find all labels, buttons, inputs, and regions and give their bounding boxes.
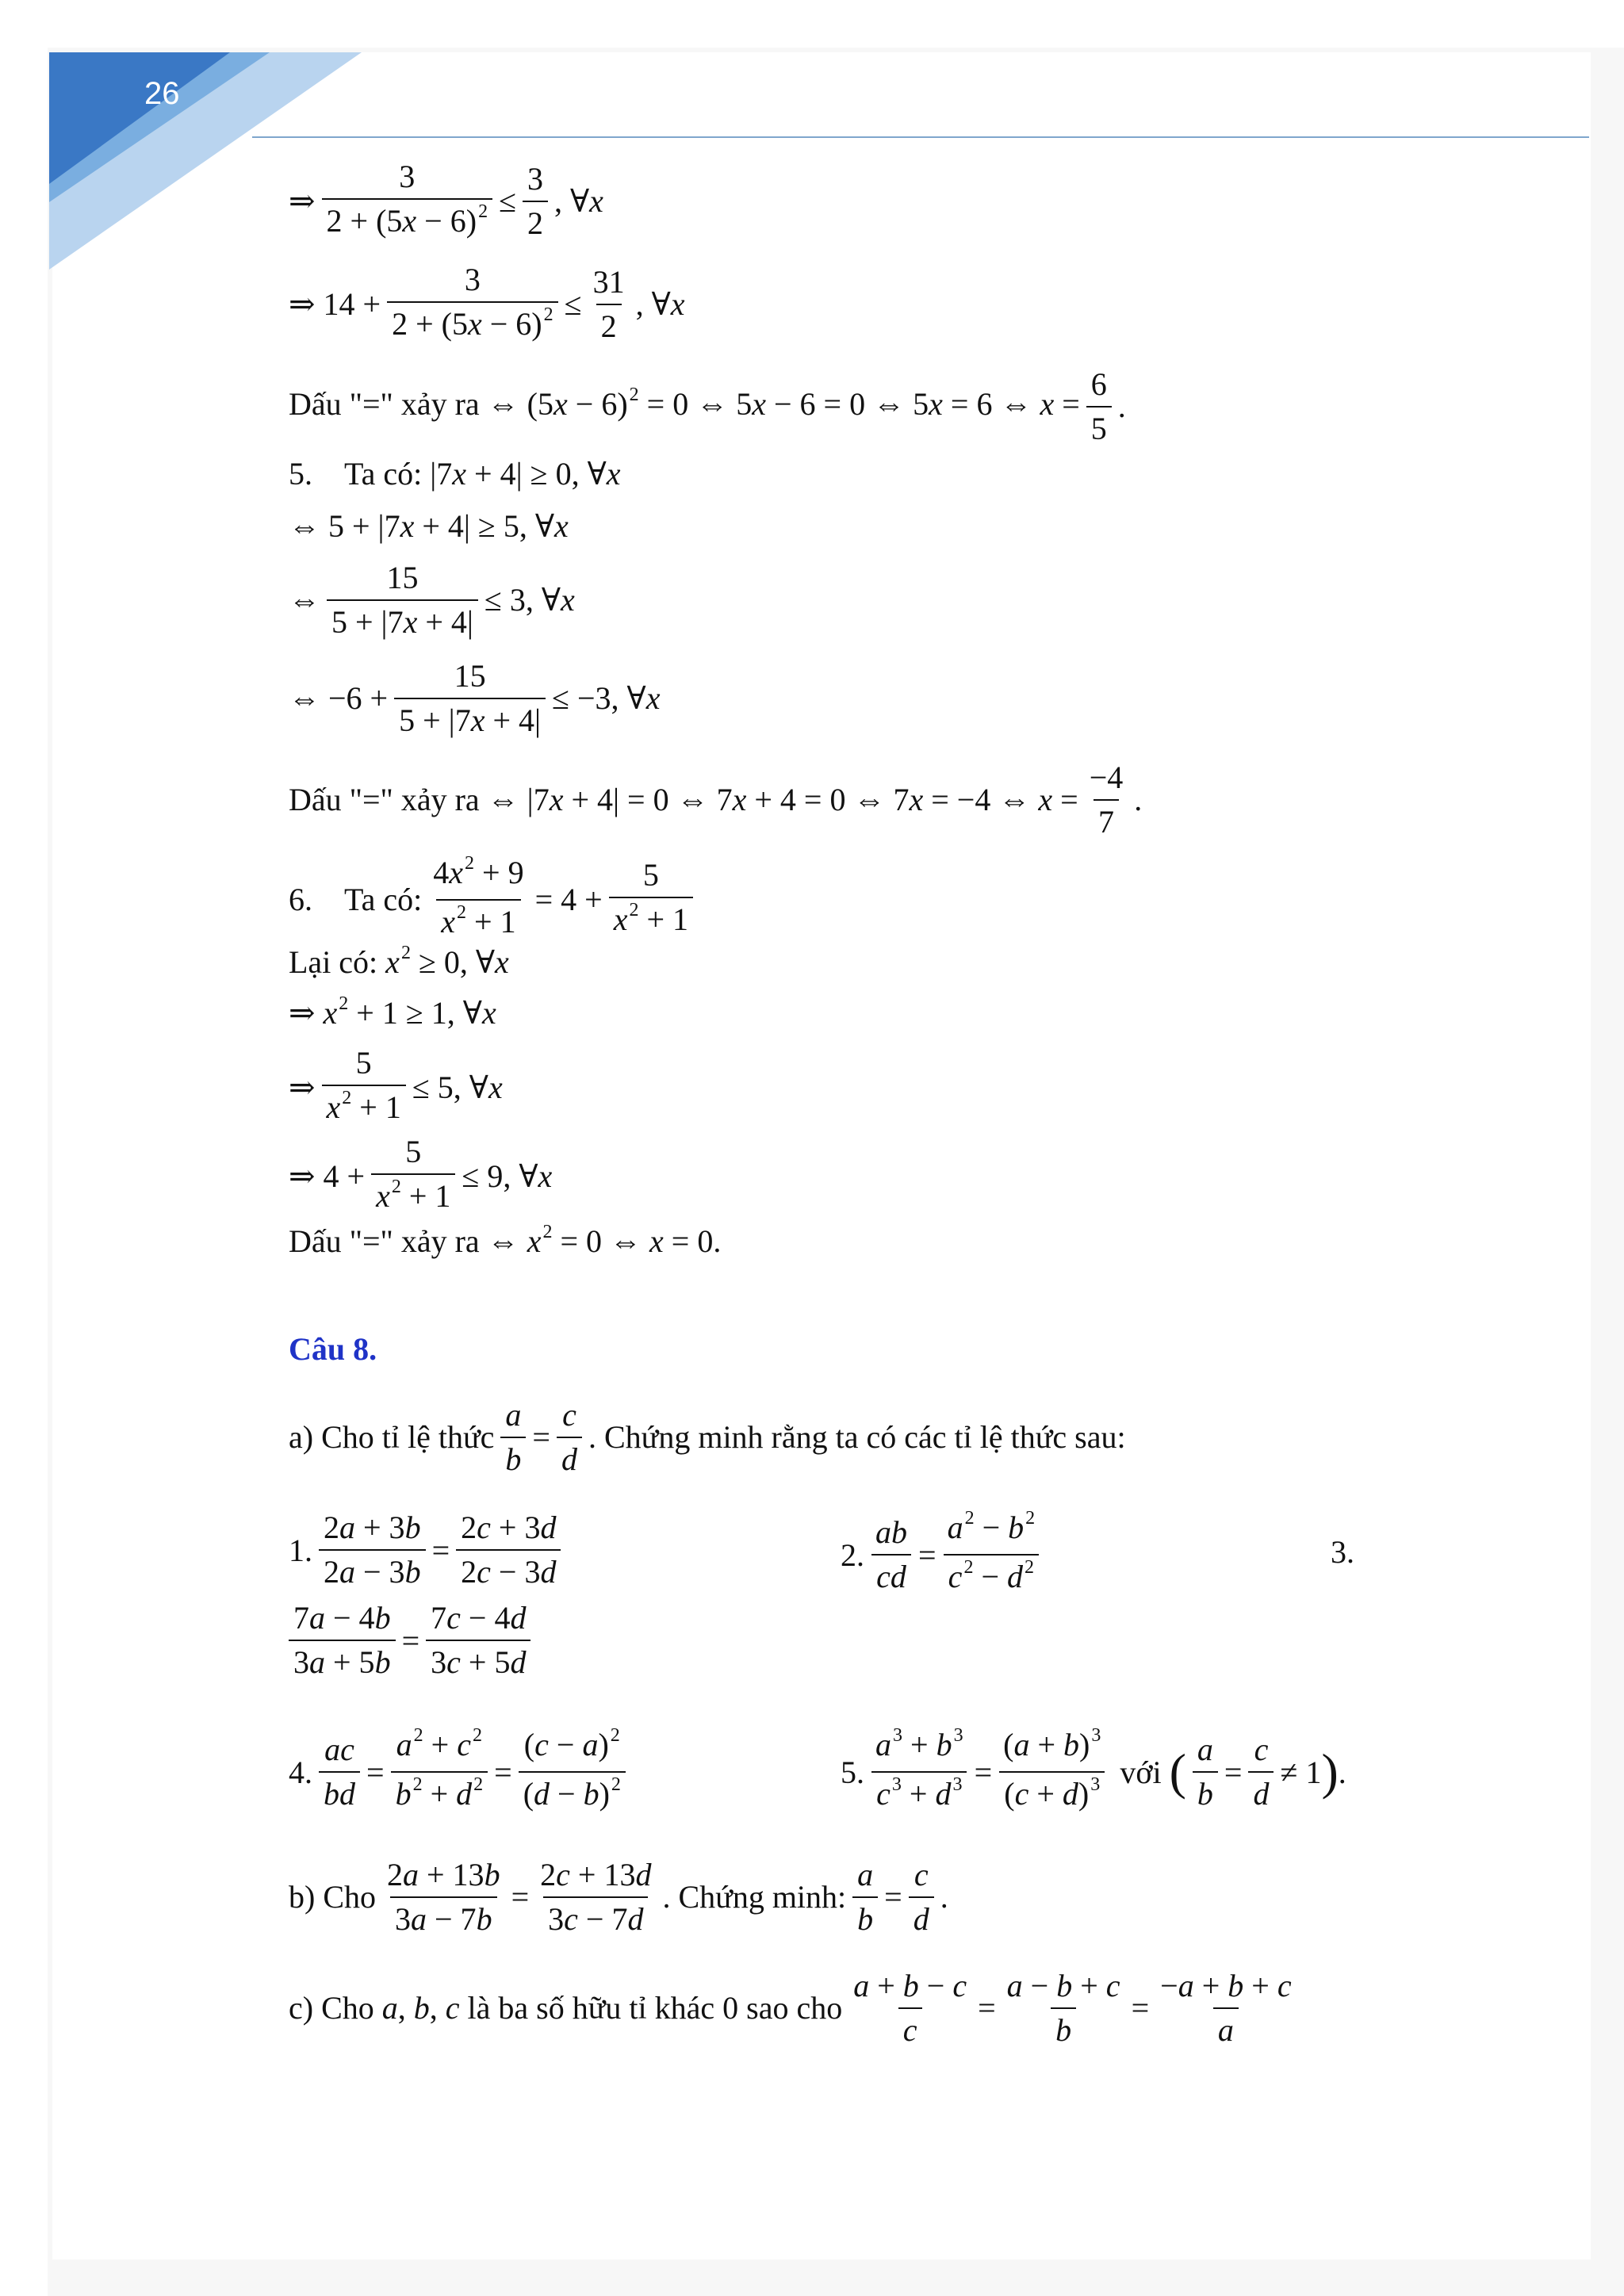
proportion-item-5: 5. $\frac{a^3 + b^3}{c^3 + d^3}$ = $\frac{(a + b)^3}{(c + d)^3}$ với ( $\frac{a}{b}$ = $\frac{c}{d}$ ≠ 1 ) . bbox=[841, 1727, 1346, 1817]
proportion-item-3: $\frac{7a - 4b}{3a + 5b}$ = $\frac{7c - 4d}{3c + 5d}$ bbox=[289, 1600, 537, 1681]
math-line: 5. Ta có: |7x + 4| ≥ 0, ∀x bbox=[289, 456, 621, 492]
proportion-item-2: 2. $\frac{ab}{cd}$ = $\frac{a^2 - b^2}{c^2 - d^2}$ bbox=[841, 1510, 1046, 1600]
math-line: 6. Ta có: $\frac{4x^2 + 9}{x^2 + 1}$ = 4 + $\frac{5}{x^2 + 1}$ bbox=[289, 855, 699, 945]
math-line: ⇒ $x^2 + 1 \ge 1$, ∀x bbox=[289, 993, 496, 1031]
math-line: ⇔ $\frac{15}{5 + |7x + 4|}$ ≤ 3, ∀x bbox=[289, 560, 575, 640]
math-line: ⇒ 14 + $\frac{3}{2 + (5x - 6)^2}$ ≤ $\frac{31}{2}$ , ∀x bbox=[289, 262, 684, 347]
math-line: ⇒ $\frac{5}{x^2 + 1}$ ≤ 5, ∀x bbox=[289, 1045, 503, 1131]
question-heading: Câu 8. bbox=[289, 1331, 377, 1367]
math-line: ⇒ 4 + $\frac{5}{x^2 + 1}$ ≤ 9, ∀x bbox=[289, 1134, 552, 1219]
proportion-item-1: 1. $\frac{2a + 3b}{2a - 3b}$ = $\frac{2c + 3d}{2c - 3d}$ bbox=[289, 1510, 567, 1590]
math-line: ⇔ 5 + |7x + 4| ≥ 5, ∀x bbox=[289, 508, 569, 544]
part-a-intro: a) Cho tỉ lệ thức $\frac{a}{b}$ = $\frac{c}{d}$ . Chứng minh rằng ta có các tỉ lệ thức sau: bbox=[289, 1397, 1126, 1477]
math-line: ⇒ $\frac{3}{2 + (5x - 6)^2}$ ≤ $\frac{3}{2}$ , ∀x bbox=[289, 159, 603, 244]
math-line: ⇔ −6 + $\frac{15}{5 + |7x + 4|}$ ≤ −3, ∀x bbox=[289, 658, 661, 738]
math-line: Dấu "=" xảy ra ⇔ $(5x - 6)^2 = 0$ ⇔ 5x − 6 = 0 ⇔ 5x = 6 ⇔ x = $\frac{6}{5}$ . bbox=[289, 366, 1126, 446]
page-number: 26 bbox=[144, 76, 180, 111]
math-line: Lại có: $x^2 \ge 0$, ∀x bbox=[289, 943, 509, 980]
proportion-item-3-number: 3. bbox=[1331, 1534, 1354, 1570]
part-b: b) Cho $\frac{2a + 13b}{3a - 7b}$ = $\frac{2c + 13d}{3c - 7d}$ . Chứng minh: $\frac{a}{b}$ = $\frac{c}{d}$ . bbox=[289, 1857, 948, 1937]
part-c: c) Cho a, b, c là ba số hữu tỉ khác 0 sao cho $\frac{a + b - c}{c}$ = $\frac{a - b + c}{b}$ = $\frac{-a + b + c}{a}$ bbox=[289, 1968, 1292, 2048]
math-line: Dấu "=" xảy ra ⇔ |7x + 4| = 0 ⇔ 7x + 4 = 0 ⇔ 7x = −4 ⇔ x = $\frac{-4}{7}$ . bbox=[289, 760, 1143, 840]
proportion-item-4: 4. $\frac{ac}{bd}$ = $\frac{a^2 + c^2}{b^2 + d^2}$ = $\frac{(c - a)^2}{(d - b)^2}$ bbox=[289, 1727, 632, 1817]
math-line: Dấu "=" xảy ra ⇔ $x^2 = 0$ ⇔ x = 0. bbox=[289, 1222, 722, 1259]
